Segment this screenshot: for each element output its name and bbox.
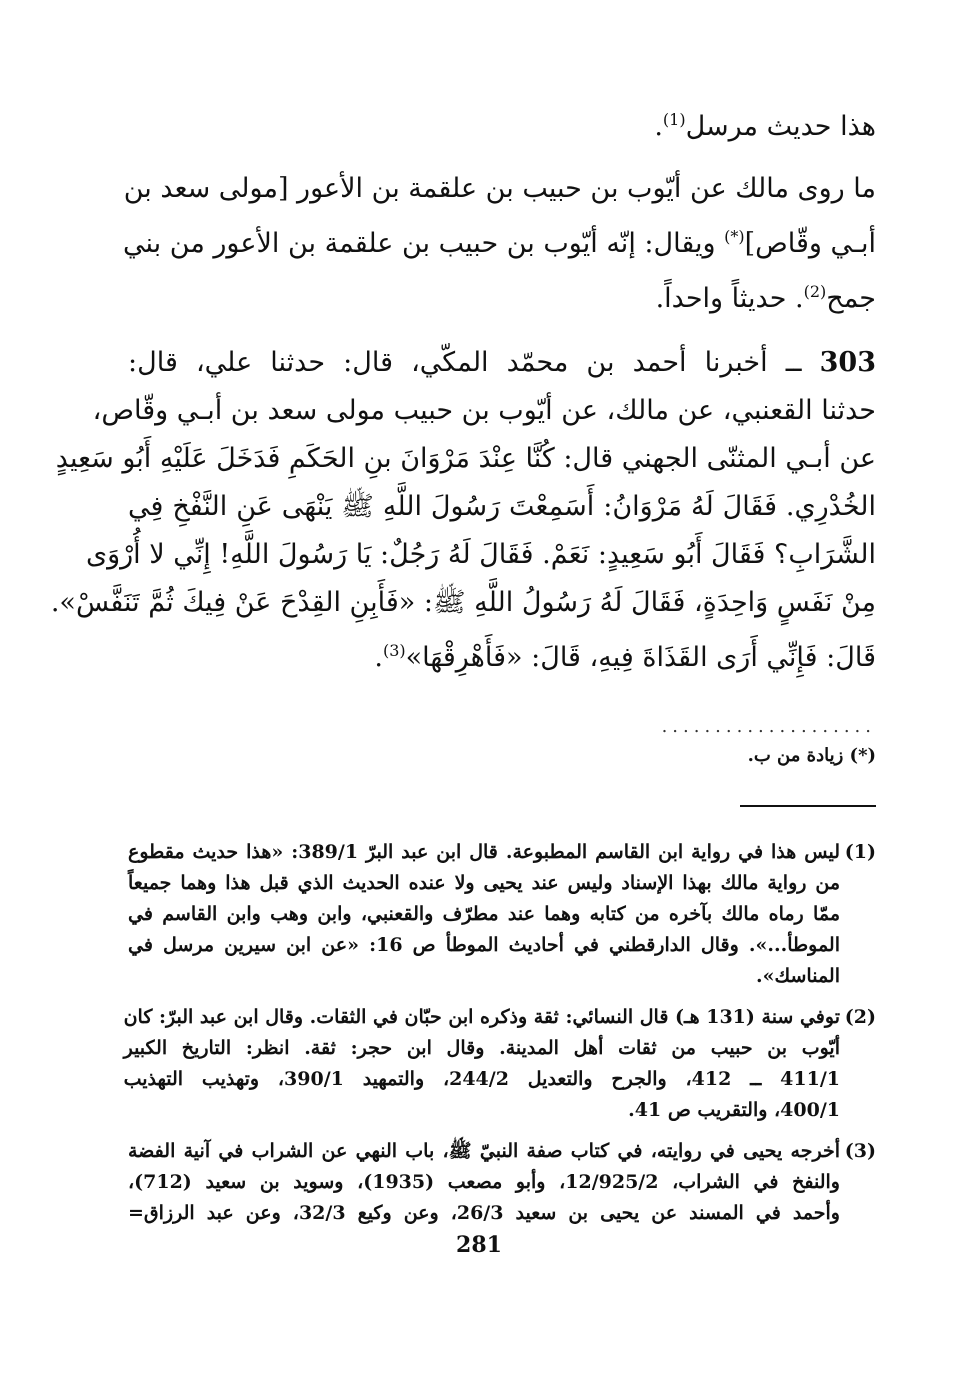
footnote-1 xyxy=(128,837,876,992)
text-line: ما روى مالك عن أيّوب بن حبيب بن علقمة بن الأعور [مولى سعد بن xyxy=(123,173,876,204)
footnote-3 xyxy=(128,1136,876,1229)
paragraph-malik-ayyub xyxy=(123,165,876,323)
text-line: 303 ــ أخبرنا أحمد بن محمّد المكّي، قال: حدثنا علي، قال: xyxy=(128,347,876,378)
text-line: مِنْ نَفَسٍ وَاحِدَةٍ، فَقَالَ لَهُ رَسُولُ اللَّهِ ﷺ: «فَأَبِنِ القِدْحَ عَنْ فِيكَ ثُمَّ تَنَفَّسْ». xyxy=(50,587,876,618)
text-line: الشَّرَابِ؟ فَقَالَ أَبُو سَعِيدٍ: نَعَمْ. فَقَالَ لَهُ رَجُلٌ: يَا رَسُولَ اللَّهِ! إِنِّي لا أُرْوَى xyxy=(85,539,876,570)
footnote-2 xyxy=(123,1002,876,1126)
footnote-ref: (3) xyxy=(382,641,406,660)
text-line: أبـي وقّاص](*) ويقال: إنّه أيّوب بن حبيب بن علقمة بن الأعور من بني xyxy=(123,227,876,259)
separator-dots: .................... xyxy=(661,716,876,737)
footnote-rule xyxy=(740,805,876,807)
footnote-line: والنفخ في الشراب، 12/925/2، وأبو مصعب (1935)، وسويد بن سعيد (712)، xyxy=(128,1171,840,1193)
text-line: قَالَ: فَإِنِّي أَرَى القَذَاةَ فِيهِ، قَالَ: «فَأَهْرِقْهَا»$^{(3)}$. xyxy=(374,641,876,673)
footnote-line: أيّوب بن حبيب من ثقات أهل المدينة. وقال ابن حجر: ثقة. انظر: التاريخ الكبير xyxy=(123,1037,840,1059)
text-line: جمح$^{(2)}$. حديثاً واحداً. xyxy=(655,282,876,314)
star-ref: (*) xyxy=(724,227,745,246)
footnote-line: أخرجه يحيى في روايته، في كتاب صفة النبيّ ﷺ، باب النهي عن الشراب في آنية الفضة xyxy=(128,1140,840,1162)
footnote-line: الموطأ...». وقال الدارقطني في أحاديث الموطأ ص 16: «عن ابن سيرين مرسل في xyxy=(128,934,840,956)
footnote-line: ليس هذا في رواية ابن القاسم المطبوعة. قال ابن عبد البرّ 389/1: «هذا حديث مقطوع xyxy=(128,841,840,863)
footnote-number: (3) xyxy=(844,1140,876,1162)
footnote-line: توفي سنة (131 هـ) قال النسائي: ثقة وذكره ابن حبّان في الثقات. وقال ابن عبد البرّ: كان xyxy=(123,1006,840,1028)
footnote-number: (2) xyxy=(844,1006,876,1028)
footnote-ref: (1) xyxy=(662,110,686,129)
main-text xyxy=(50,96,876,682)
hadith-number: 303 xyxy=(819,347,876,378)
text-line: عن أبـي المثنّى الجهني قال: كُنَّا عِنْدَ مَرْوَانَ بنِ الحَكَمِ فَدَخَلَ عَلَيْهِ أَبُو سَعِيدٍ xyxy=(55,443,876,474)
page-number: 281 xyxy=(456,1232,502,1258)
footnote-text xyxy=(128,837,840,992)
paragraph-mursal xyxy=(128,96,876,151)
star-note: (*) زيادة من ب. xyxy=(747,745,876,766)
text-line: هذا حديث مرسل$^{(1)}$. xyxy=(654,110,876,142)
footnote-number: (1) xyxy=(844,841,876,863)
footnote-line: وأحمد في المسند عن يحيى بن سعيد 26/3، وعن وكيع 32/3، وعن عبد الرزاق= xyxy=(128,1202,840,1224)
footnotes xyxy=(123,837,876,1229)
footnote-line: 400/1، والتقريب ص 41. xyxy=(628,1099,840,1121)
footnote-text xyxy=(124,1002,840,1126)
text-line: حدثنا القعنبي، عن مالك، عن أيّوب بن حبيب مولى سعد بن أبـي وقّاص، xyxy=(92,395,876,426)
footnote-text xyxy=(128,1136,840,1229)
footnote-ref: (2) xyxy=(803,282,827,301)
hadith-paragraph xyxy=(50,339,876,682)
text-line: الخُدْرِي. فَقَالَ لَهُ مَرْوَانُ: أَسَمِعْتَ رَسُولَ اللَّهِ ﷺ يَنْهَى عَنِ النَّفْخِ فِي xyxy=(128,491,876,522)
footnote-line: ممّا رماه مالك بآخره من كتابه وهما عند مطرّف والقعنبي، وابن وهب وابن القاسم في xyxy=(128,903,840,925)
footnote-line: من رواية مالك بهذا الإسناد وليس عند يحيى ولا عنده الحديث الذي قبل هذا وهما جميعاً xyxy=(128,872,841,894)
footnote-line: 411/1 ــ 412، والجرح والتعديل 244/2، والتمهيد 390/1، وتهذيب التهذيب xyxy=(123,1068,840,1090)
footnote-line: المناسك». xyxy=(756,965,840,987)
